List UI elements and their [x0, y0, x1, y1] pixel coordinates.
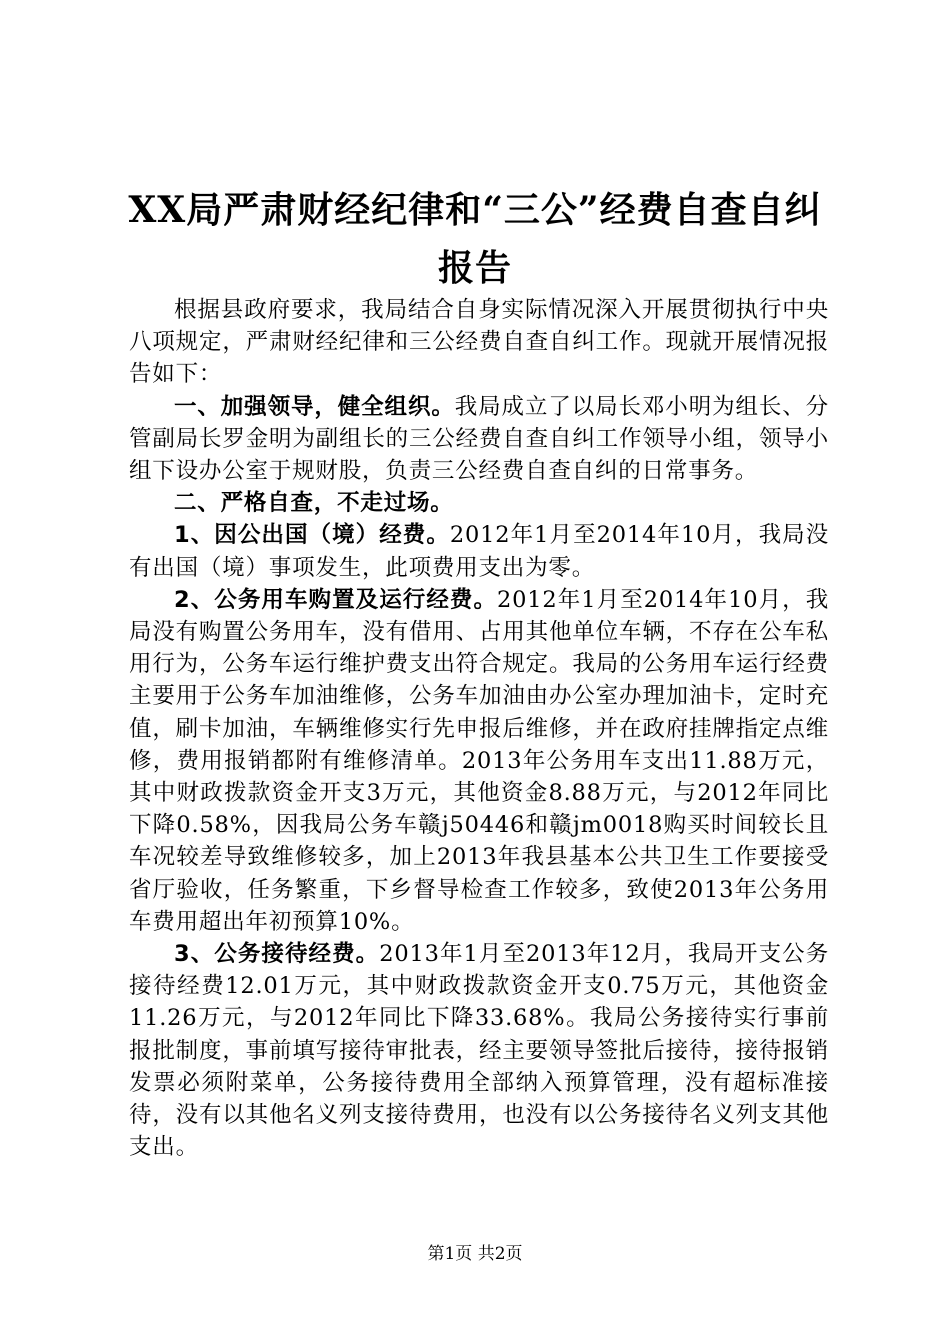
- document-title-line1: XX局严肃财经纪律和“三公”经费自查自纠: [128, 189, 822, 231]
- item1-heading: 1、因公出国（境）经费。: [174, 522, 450, 549]
- item2-heading: 2、公务用车购置及运行经费。: [174, 586, 498, 613]
- section1-paragraph: [129, 391, 829, 488]
- intro-paragraph: 根据县政府要求，我局结合自身实际情况深入开展贯彻执行中央八项规定，严肃财经纪律和三公经费自查自纠工作。现就开展情况报告如下：: [129, 297, 829, 388]
- item3-heading: 3、公务接待经费。: [174, 941, 380, 968]
- document-body: [129, 294, 829, 1163]
- item2-paragraph: [129, 584, 829, 938]
- item3-body: 2013年1月至2013年12月，我局开支公务接待经费12.01万元，其中财政拨款资金开支0.75万元，其他资金11.26万元，与2012年同比下降33.68%。我局公务接待实行事前报批制度，事前填写接待审批表，经主要领导签批后接待，接待报销发票必须附菜单，公务接待费用全部纳入预算管理，没有超标准接待，没有以其他名义列支接待费用，也没有以公务接待名义列支其他支出。: [129, 941, 830, 1161]
- section1-heading: 一、加强领导，健全组织。: [174, 393, 455, 420]
- item1-paragraph: [129, 519, 829, 583]
- section2-heading: 二、严格自查，不走过场。: [174, 490, 454, 517]
- item2-body: 2012年1月至2014年10月，我局没有购置公务用车，没有借用、占用其他单位车辆，不存在公车私用行为，公务车运行维护费支出符合规定。我局的公务用车运行经费主要用于公务车加油维修，公务车加油由办公室办理加油卡，定时充值，刷卡加油，车辆维修实行先申报后维修，并在政府挂牌指定点维修，费用报销都附有维修清单。2013年公务用车支出11.88万元，其中财政拨款资金开支3万元，其他资金8.88万元，与2012年同比下降0.58%，因我局公务车赣j50446和赣jm0018购买时间较长且车况较差导致维修较多，加上2013年我县基本公共卫生工作要接受省厅验收，任务繁重，下乡督导检查工作较多，致使2013年公务用车费用超出年初预算10%。: [129, 586, 829, 935]
- item3-paragraph: [129, 938, 829, 1163]
- document-title-line2: 报告: [437, 247, 512, 289]
- page-footer: 第1页 共2页: [427, 1244, 523, 1264]
- section1-body: 我局成立了以局长邓小明为组长、分管副局长罗金明为副组长的三公经费自查自纠工作领导小组，领导小组下设办公室于规财股，负责三公经费自查自纠的日常事务。: [129, 393, 829, 485]
- item1-body: 2012年1月至2014年10月，我局没有出国（境）事项发生，此项费用支出为零。: [129, 522, 829, 581]
